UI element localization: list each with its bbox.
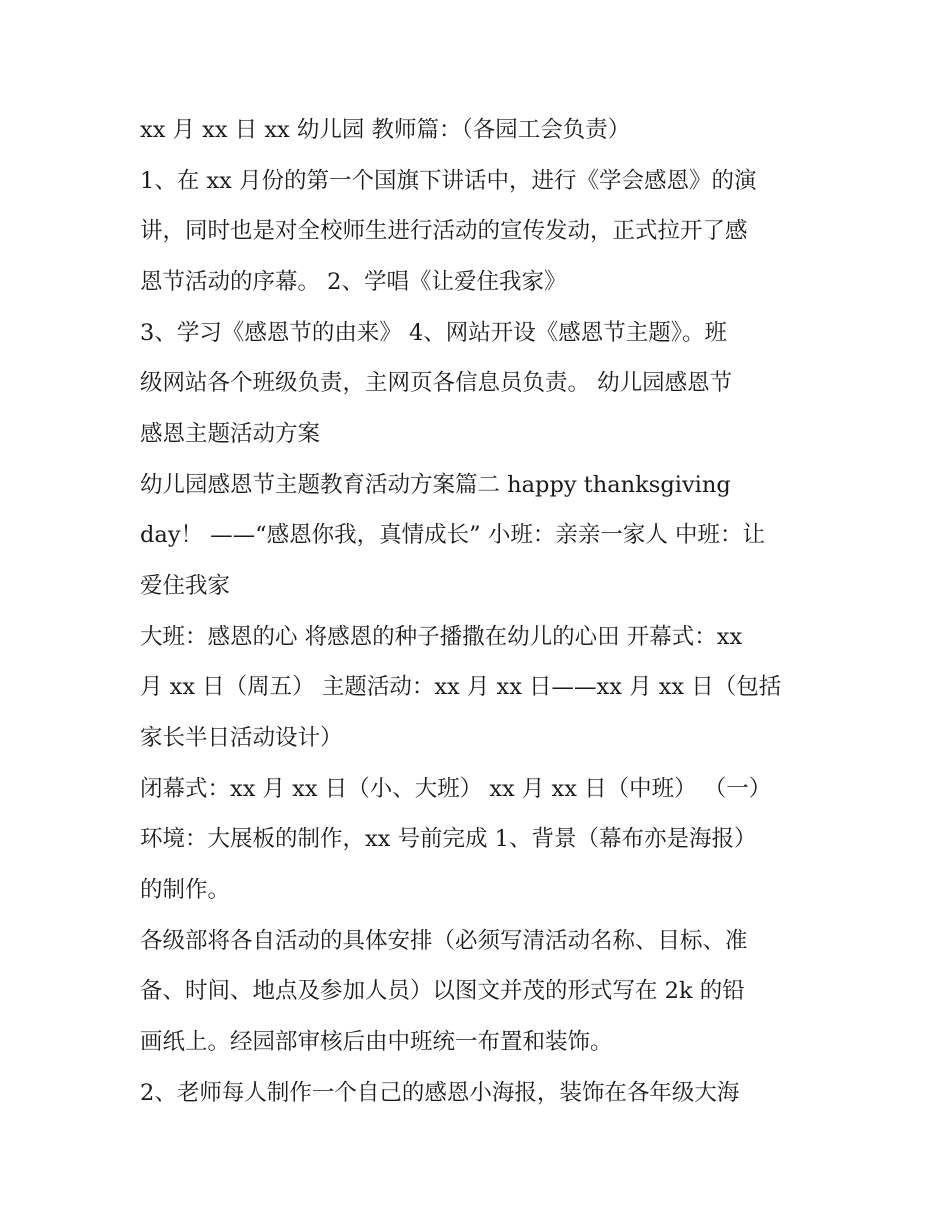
text-line: 月 xx 日（周五） 主题活动：xx 月 xx 日——xx 月 xx 日（包括 <box>140 674 782 700</box>
text-line: 级网站各个班级负责，主网页各信息员负责。 幼儿园感恩节 <box>140 370 733 396</box>
text-line: 备、时间、地点及参加人员）以图文并茂的形式写在 2k 的铅 <box>140 978 745 1004</box>
text-line: 幼儿园感恩节主题教育活动方案篇二 happy thanksgiving <box>140 472 731 498</box>
text-line: 感恩主题活动方案 <box>140 421 321 447</box>
text-line: 家长半日活动设计） <box>140 725 343 751</box>
text-line: 闭幕式：xx 月 xx 日（小、大班） xx 月 xx 日（中班） （一） <box>140 776 772 802</box>
text-line: 爱住我家 <box>140 573 231 599</box>
text-line: 各级部将各自活动的具体安排（必须写清活动名称、目标、准 <box>140 928 748 954</box>
text-line: 3、学习《感恩节的由来》 4、网站开设《感恩节主题》。班 <box>140 320 728 346</box>
text-line: 画纸上。经园部审核后由中班统一布置和装饰。 <box>140 1029 613 1055</box>
text-line: 1、在 xx 月份的第一个国旗下讲话中，进行《学会感恩》的演 <box>140 168 757 194</box>
text-line: 大班：感恩的心 将感恩的种子播撒在幼儿的心田 开幕式：xx <box>140 624 743 650</box>
text-line: 环境：大展板的制作，xx 号前完成 1、背景（幕布亦是海报） <box>140 826 757 852</box>
text-line: xx 月 xx 日 xx 幼儿园 教师篇：（各园工会负责） <box>140 117 631 143</box>
text-line: 恩节活动的序幕。 2、学唱《让爱住我家》 <box>140 269 567 295</box>
text-line: 讲，同时也是对全校师生进行活动的宣传发动，正式拉开了感 <box>140 218 748 244</box>
text-line: day！ ——“感恩你我，真情成长” 小班：亲亲一家人 中班：让 <box>140 522 765 548</box>
text-line: 的制作。 <box>140 877 231 903</box>
text-line: 2、老师每人制作一个自己的感恩小海报，装饰在各年级大海 <box>140 1080 740 1106</box>
